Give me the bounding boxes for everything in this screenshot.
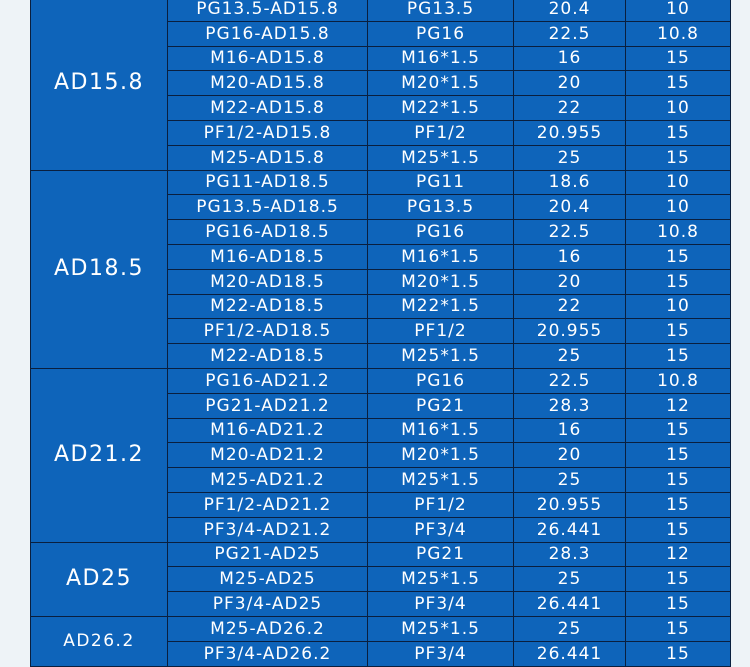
model-cell: M22-AD18.5 [168,344,368,369]
thread-cell: PG21 [368,393,514,418]
diameter-cell: 18.6 [514,170,626,195]
thread-cell: PF3/4 [368,517,514,542]
thread-cell: PG13.5 [368,0,514,21]
length-cell: 15 [626,269,731,294]
spec-table-body [31,0,731,666]
length-cell: 10 [626,195,731,220]
table-row [31,368,731,393]
diameter-cell: 20 [514,269,626,294]
model-cell: PF1/2-AD15.8 [168,120,368,145]
thread-cell: M25*1.5 [368,145,514,170]
thread-cell: PG16 [368,368,514,393]
thread-cell: PF1/2 [368,120,514,145]
length-cell: 15 [626,468,731,493]
thread-cell: M25*1.5 [368,344,514,369]
table-row [31,616,731,641]
thread-cell: M22*1.5 [368,294,514,319]
diameter-cell: 28.3 [514,393,626,418]
thread-cell: PG11 [368,170,514,195]
length-cell: 15 [626,616,731,641]
diameter-cell: 20 [514,71,626,96]
model-cell: PF3/4-AD21.2 [168,517,368,542]
length-cell: 10.8 [626,220,731,245]
model-cell: PG13.5-AD15.8 [168,0,368,21]
diameter-cell: 20 [514,443,626,468]
model-cell: PG11-AD18.5 [168,170,368,195]
length-cell: 12 [626,393,731,418]
spec-table [30,0,731,667]
thread-cell: PG16 [368,21,514,46]
model-cell: PF1/2-AD21.2 [168,492,368,517]
diameter-cell: 22.5 [514,220,626,245]
diameter-cell: 16 [514,244,626,269]
thread-cell: PF3/4 [368,592,514,617]
length-cell: 15 [626,418,731,443]
model-cell: M20-AD18.5 [168,269,368,294]
diameter-cell: 20.4 [514,0,626,21]
diameter-cell: 25 [514,567,626,592]
thread-cell: M20*1.5 [368,443,514,468]
diameter-cell: 16 [514,418,626,443]
group-label: AD21.2 [31,368,168,542]
model-cell: PF3/4-AD25 [168,592,368,617]
length-cell: 10 [626,294,731,319]
model-cell: M16-AD21.2 [168,418,368,443]
thread-cell: M25*1.5 [368,468,514,493]
length-cell: 10 [626,170,731,195]
length-cell: 15 [626,46,731,71]
diameter-cell: 20.4 [514,195,626,220]
thread-cell: M25*1.5 [368,567,514,592]
length-cell: 10 [626,96,731,121]
diameter-cell: 22 [514,96,626,121]
model-cell: PG21-AD21.2 [168,393,368,418]
diameter-cell: 25 [514,616,626,641]
diameter-cell: 16 [514,46,626,71]
model-cell: M25-AD15.8 [168,145,368,170]
diameter-cell: 26.441 [514,592,626,617]
length-cell: 15 [626,517,731,542]
table-row [31,0,731,21]
thread-cell: M16*1.5 [368,418,514,443]
model-cell: M20-AD21.2 [168,443,368,468]
length-cell: 15 [626,592,731,617]
diameter-cell: 22 [514,294,626,319]
model-cell: M25-AD21.2 [168,468,368,493]
model-cell: M16-AD15.8 [168,46,368,71]
model-cell: M16-AD18.5 [168,244,368,269]
group-label: AD26.2 [31,616,168,666]
diameter-cell: 26.441 [514,641,626,666]
model-cell: PG13.5-AD18.5 [168,195,368,220]
thread-cell: M16*1.5 [368,46,514,71]
diameter-cell: 25 [514,468,626,493]
model-cell: PG16-AD15.8 [168,21,368,46]
thread-cell: PF1/2 [368,492,514,517]
diameter-cell: 22.5 [514,368,626,393]
thread-cell: M16*1.5 [368,244,514,269]
table-row [31,170,731,195]
model-cell: PF1/2-AD18.5 [168,319,368,344]
thread-cell: M25*1.5 [368,616,514,641]
length-cell: 10.8 [626,21,731,46]
model-cell: PF3/4-AD26.2 [168,641,368,666]
diameter-cell: 26.441 [514,517,626,542]
thread-cell: PG13.5 [368,195,514,220]
length-cell: 10.8 [626,368,731,393]
length-cell: 15 [626,344,731,369]
model-cell: PG16-AD18.5 [168,220,368,245]
length-cell: 15 [626,641,731,666]
model-cell: M25-AD26.2 [168,616,368,641]
thread-cell: M20*1.5 [368,269,514,294]
group-label: AD15.8 [31,0,168,170]
thread-cell: M20*1.5 [368,71,514,96]
diameter-cell: 25 [514,145,626,170]
thread-cell: PG21 [368,542,514,567]
length-cell: 15 [626,145,731,170]
group-label: AD25 [31,542,168,616]
thread-cell: PG16 [368,220,514,245]
length-cell: 10 [626,0,731,21]
length-cell: 12 [626,542,731,567]
length-cell: 15 [626,492,731,517]
model-cell: M22-AD18.5 [168,294,368,319]
diameter-cell: 20.955 [514,319,626,344]
thread-cell: M22*1.5 [368,96,514,121]
thread-cell: PF1/2 [368,319,514,344]
diameter-cell: 22.5 [514,21,626,46]
thread-cell: PF3/4 [368,641,514,666]
length-cell: 15 [626,71,731,96]
diameter-cell: 25 [514,344,626,369]
length-cell: 15 [626,443,731,468]
diameter-cell: 28.3 [514,542,626,567]
model-cell: PG21-AD25 [168,542,368,567]
model-cell: M22-AD15.8 [168,96,368,121]
model-cell: PG16-AD21.2 [168,368,368,393]
diameter-cell: 20.955 [514,492,626,517]
diameter-cell: 20.955 [514,120,626,145]
model-cell: M20-AD15.8 [168,71,368,96]
group-label: AD18.5 [31,170,168,368]
model-cell: M25-AD25 [168,567,368,592]
length-cell: 15 [626,567,731,592]
length-cell: 15 [626,244,731,269]
length-cell: 15 [626,120,731,145]
length-cell: 15 [626,319,731,344]
table-row [31,542,731,567]
